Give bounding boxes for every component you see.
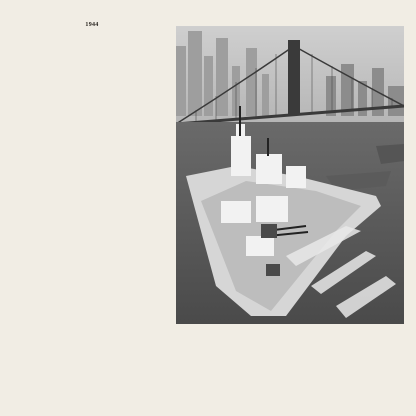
- battleship-photograph: [176, 26, 404, 324]
- bottom-text-column: [176, 330, 332, 406]
- section-heading-1944: 1944: [85, 22, 99, 28]
- battleship-harbor-image: [176, 26, 404, 324]
- left-text-column: [14, 14, 170, 386]
